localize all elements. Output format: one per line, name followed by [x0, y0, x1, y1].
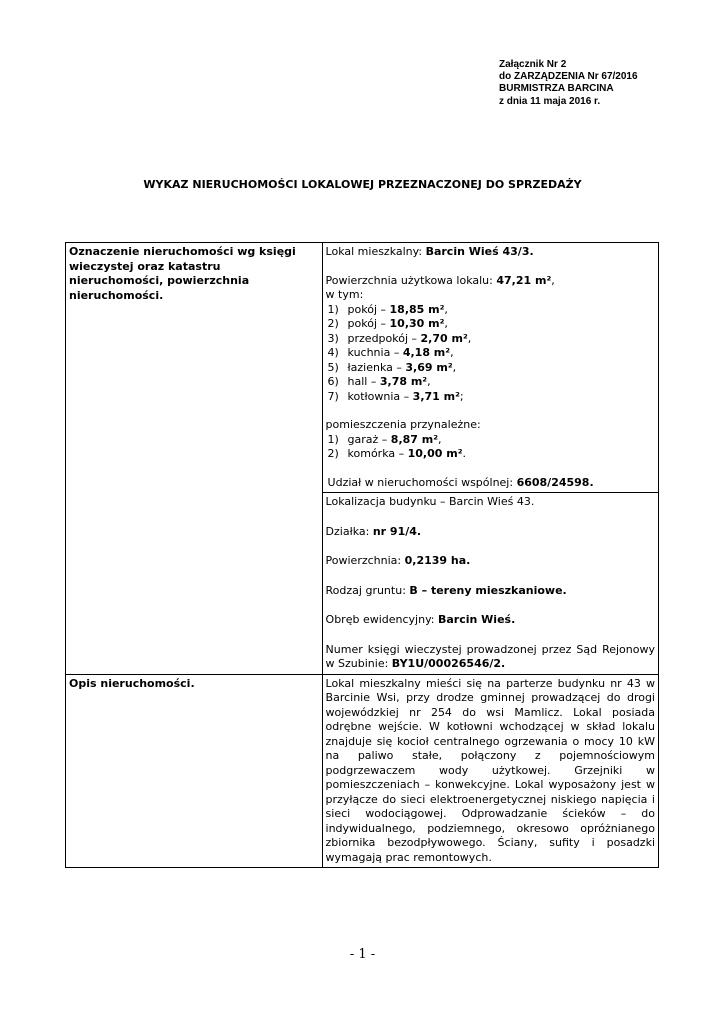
building-location: Lokalizacja budynku – Barcin Wieś 43. [325, 495, 535, 508]
list-item: 3) przedpokój – 2,70 m², [327, 331, 472, 345]
plot-line: Działka: nr 91/4. [325, 524, 422, 538]
land-type-line: Rodzaj gruntu: B – tereny mieszkaniowe. [325, 583, 567, 597]
property-designation-value [322, 243, 658, 493]
appurtenant-label: pomieszczenia przynależne: [325, 418, 481, 431]
page-number: - 1 - [349, 947, 376, 962]
document-title: WYKAZ NIERUCHOMOŚCI LOKALOWEJ PRZEZNACZONEJ DO SPRZEDAŻY [143, 178, 582, 191]
property-table [65, 242, 659, 868]
list-item: 6) hall – 3,78 m², [327, 375, 431, 388]
appurtenant-list [326, 433, 655, 462]
description-label: Opis nieruchomości. [66, 674, 323, 868]
surface-line: Powierzchnia: 0,2139 ha. [325, 554, 471, 567]
table-row [66, 243, 659, 493]
annex-header [499, 59, 638, 108]
location-details [322, 493, 658, 675]
annex-line: do ZARZĄDZENIA Nr 67/2016 [499, 71, 638, 83]
usable-area-line: Powierzchnia użytkowa lokalu: 47,21 m², [325, 273, 555, 287]
property-description: Lokal mieszkalny mieści się na parterze budynku nr 43 w Barcinie Wsi, przy drodze gminnej prowadzącej do drogi wojewódzkiej nr 254 do wsi Mamlicz. Lokal posiada odrębne wejście. W kotłowni wchodzącej w skład lokalu znajduje się kocioł centralnego ogrzewania o mocy 10 kW na paliwo stałe, połączony z pojemnościowym podgrzewaczem wody użytkowej. Grzejniki w pomieszczeniach – konwekcyjne. Lokal wyposażony jest w przyłącze do sieci elektroenergetycznej niskiego napięcia i sieci wodociągowej. Odprowadzanie ścieków – do indywidualnego, podziemnego, okresowo opróżnianego zbiornika bezodpływowego. Ściany, sufity i posadzki wymagają prac remontowych. [322, 674, 658, 868]
district-line: Obręb ewidencyjny: Barcin Wieś. [325, 613, 516, 626]
list-item: 2) komórka – 10,00 m². [327, 447, 467, 460]
list-item: 1) garaż – 8,87 m², [327, 432, 442, 446]
land-register-line: Numer księgi wieczystej prowadzonej przez Sąd Rejonowy w Szubinie: BY1U/00026546/2. [325, 642, 655, 670]
list-item: 5) łazienka – 3,69 m², [327, 360, 457, 374]
including-label: w tym: [325, 288, 364, 301]
list-item: 1) pokój – 18,85 m², [327, 302, 448, 316]
list-item: 2) pokój – 10,30 m², [327, 317, 448, 330]
annex-line: BURMISTRZA BARCINA [499, 83, 614, 95]
annex-line: z dnia 11 maja 2016 r. [499, 95, 601, 107]
list-item: 4) kuchnia – 4,18 m², [327, 346, 454, 359]
annex-line: Załącznik Nr 2 [499, 59, 567, 70]
list-item: 7) kotłownia – 3,71 m²; [327, 389, 464, 403]
rooms-list [326, 303, 655, 405]
table-row [66, 674, 659, 868]
property-designation-label: Oznaczenie nieruchomości wg księgi wieczystej oraz katastru nieruchomości, powierzchnia nieruchomości. [66, 243, 323, 675]
unit-line: Lokal mieszkalny: Barcin Wieś 43/3. [325, 245, 534, 258]
common-share-line: Udział w nieruchomości wspólnej: 6608/24598. [327, 475, 594, 489]
